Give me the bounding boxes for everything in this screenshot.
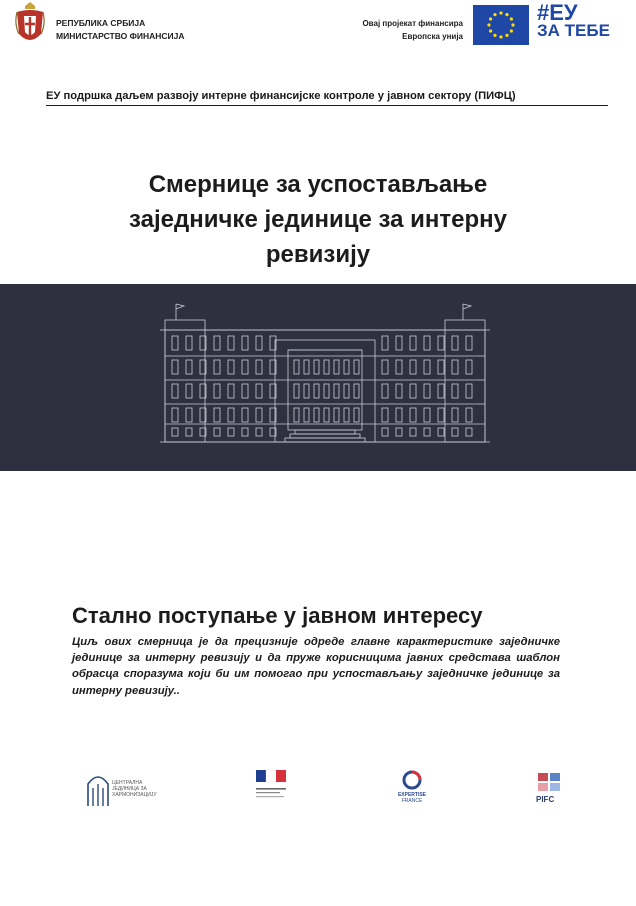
building-window	[424, 336, 430, 350]
eu-funding-note	[318, 17, 463, 43]
building-window	[382, 408, 388, 422]
building-window	[228, 428, 234, 436]
building-window	[214, 384, 220, 398]
chj-text	[112, 780, 157, 798]
building-window	[396, 336, 402, 350]
expertise-line-2: FRANCE	[401, 798, 423, 804]
building-window	[324, 360, 329, 374]
building-window	[410, 408, 416, 422]
building-window	[438, 384, 444, 398]
title-line-3: ревизију	[265, 241, 371, 268]
building-window	[256, 428, 262, 436]
building-window	[344, 360, 349, 374]
building-window	[382, 360, 388, 374]
expertise-france-text	[392, 792, 432, 804]
building-window	[410, 384, 416, 398]
building-window	[410, 336, 416, 350]
building-window	[438, 428, 444, 436]
building-window	[314, 384, 319, 398]
building-window	[304, 408, 309, 422]
building-window	[242, 428, 248, 436]
eu-star-icon	[499, 11, 502, 14]
building-window	[324, 384, 329, 398]
building-window	[304, 384, 309, 398]
intro-paragraph: Циљ ових смерница је да прецизније одреде главне карактеристике заједничке јединице за интерну ревизију и да пруже корисницима јавних средстава шаблон обрасца споразума који би им помогао при успостављању заједничке јединице за интерну ревизију..	[72, 636, 560, 697]
building-window	[242, 360, 248, 374]
building-window	[382, 336, 388, 350]
building-window	[172, 428, 178, 436]
building-window	[294, 408, 299, 422]
building-window	[228, 384, 234, 398]
document-title	[60, 167, 576, 272]
eu-star-icon	[487, 23, 490, 26]
building-window	[172, 408, 178, 422]
building-window	[466, 360, 472, 374]
building-window	[228, 360, 234, 374]
expertise-france-logo	[392, 766, 432, 810]
building-window	[214, 428, 220, 436]
building-window	[410, 360, 416, 374]
expertise-france-emblem-icon	[402, 770, 422, 790]
building-window	[438, 408, 444, 422]
building-window	[466, 384, 472, 398]
building-window	[466, 336, 472, 350]
pifc-emblem-icon	[537, 772, 561, 792]
eu-star-icon	[489, 17, 492, 20]
building-window	[344, 384, 349, 398]
building-window	[294, 360, 299, 374]
republic-name: РЕПУБЛИКА СРБИЈА	[56, 18, 146, 28]
eu-tag-line-2: ЗА ТЕБЕ	[537, 21, 610, 40]
title-line-2: заједничке јединице за интерну	[129, 206, 507, 233]
building-window	[186, 408, 192, 422]
building-window	[344, 408, 349, 422]
chj-line-1: ЦЕНТРАЛНА	[112, 780, 143, 786]
chj-line-3: ХАРМОНИЗАЦИЈУ	[112, 792, 157, 798]
title-line-1: Смернице за успостављање	[148, 171, 488, 198]
building-window	[424, 408, 430, 422]
building-window	[334, 384, 339, 398]
building-window	[410, 428, 416, 436]
eu-funding-line-1: Овај пројекат финансира	[362, 19, 463, 28]
eu-funding-line-2: Европска унија	[402, 32, 463, 41]
building-window	[186, 336, 192, 350]
ministry-name: МИНИСТАРСТВО ФИНАНСИЈА	[56, 31, 185, 41]
building-window	[324, 408, 329, 422]
eu-star-icon	[493, 13, 496, 16]
building-window	[334, 360, 339, 374]
building-window	[256, 336, 262, 350]
eu-star-icon	[510, 17, 513, 20]
building-window	[314, 408, 319, 422]
building-window	[424, 384, 430, 398]
eu-star-icon	[505, 34, 508, 37]
eu-star-icon	[505, 13, 508, 16]
building-window	[242, 384, 248, 398]
section-heading: Стално поступање у јавном интересу	[72, 603, 483, 628]
building-window	[396, 408, 402, 422]
eu-star-icon	[510, 29, 513, 32]
building-window	[396, 428, 402, 436]
project-title: ЕУ подршка даљем развоју интерне финансијске контроле у јавном сектору (ПИФЦ)	[46, 90, 608, 106]
building-window	[452, 428, 458, 436]
building-window	[314, 360, 319, 374]
building-window	[256, 408, 262, 422]
building-window	[354, 408, 359, 422]
building-window	[256, 360, 262, 374]
building-window	[172, 384, 178, 398]
eu-star-icon	[489, 29, 492, 32]
building-window	[172, 336, 178, 350]
expertise-line-1: EXPERTISE	[397, 792, 427, 798]
eu-star-icon	[511, 23, 514, 26]
serbian-coat-of-arms-logo	[14, 0, 46, 56]
french-republic-logo	[254, 766, 290, 810]
chj-line-2: ЈЕДИНИЦА ЗА	[112, 786, 147, 792]
eu-star-icon	[499, 35, 502, 38]
ministry-building-illustration	[160, 300, 490, 450]
building-window	[214, 336, 220, 350]
building-window	[228, 336, 234, 350]
building-window	[214, 408, 220, 422]
building-window	[452, 408, 458, 422]
central-harmonization-unit-logo	[86, 766, 166, 810]
building-window	[354, 384, 359, 398]
building-window	[438, 360, 444, 374]
building-window	[452, 384, 458, 398]
building-window	[382, 428, 388, 436]
building-window	[396, 360, 402, 374]
building-window	[438, 336, 444, 350]
building-window	[382, 384, 388, 398]
republic-ministry-label	[56, 17, 185, 43]
eu-star-icon	[493, 34, 496, 37]
building-window	[186, 360, 192, 374]
building-window	[452, 336, 458, 350]
building-window	[228, 408, 234, 422]
pifc-label: PIFC	[536, 795, 555, 804]
building-window	[424, 428, 430, 436]
building-window	[334, 408, 339, 422]
building-window	[172, 360, 178, 374]
eu-flag-icon	[473, 5, 529, 45]
eu-tag-line-1: #ЕУ	[537, 0, 578, 25]
building-window	[294, 384, 299, 398]
building-window	[186, 384, 192, 398]
building-window	[354, 360, 359, 374]
building-window	[466, 428, 472, 436]
building-window	[452, 360, 458, 374]
building-window	[396, 384, 402, 398]
harmonization-arch-icon	[86, 768, 110, 808]
building-window	[466, 408, 472, 422]
building-window	[186, 428, 192, 436]
pifc-logo	[534, 766, 564, 810]
building-window	[256, 384, 262, 398]
building-window	[304, 360, 309, 374]
eu-for-you-logo	[537, 0, 610, 40]
building-window	[242, 336, 248, 350]
building-window	[214, 360, 220, 374]
building-window	[424, 360, 430, 374]
building-window	[242, 408, 248, 422]
